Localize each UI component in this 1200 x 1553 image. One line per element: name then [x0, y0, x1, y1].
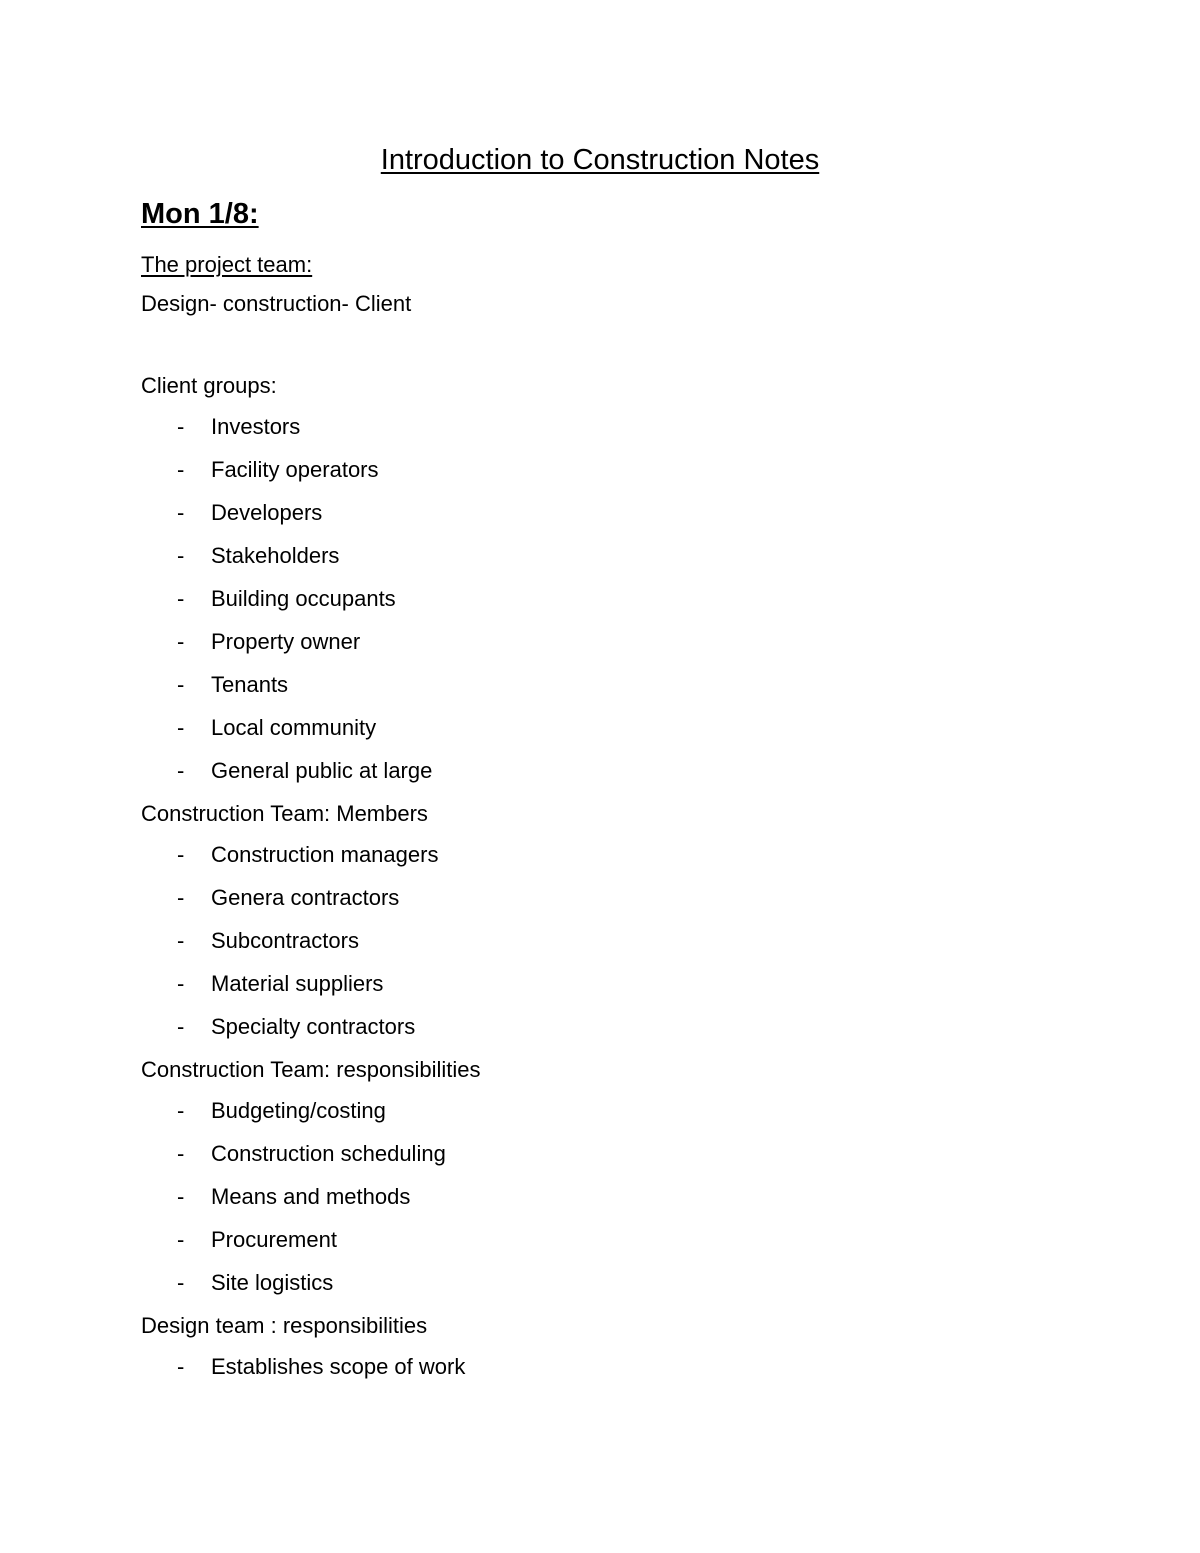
list-item-text: Procurement: [211, 1227, 337, 1252]
list-item-text: Material suppliers: [211, 971, 384, 996]
section-heading-construction-responsibilities: Construction Team: responsibilities: [141, 1057, 481, 1082]
list-item-text: Stakeholders: [211, 543, 340, 568]
bullet-dash: -: [177, 758, 185, 783]
section-heading-construction-members: Construction Team: Members: [141, 801, 428, 826]
bullet-dash: -: [177, 1227, 185, 1252]
bullet-dash: -: [177, 414, 185, 439]
bullet-dash: -: [177, 629, 185, 654]
list-item-text: Investors: [211, 414, 301, 439]
list-item-text: Genera contractors: [211, 885, 400, 910]
list-item-text: Construction managers: [211, 842, 439, 867]
list-item-text: Budgeting/costing: [211, 1098, 386, 1123]
list-item-text: Means and methods: [211, 1184, 411, 1209]
list-item-text: Site logistics: [211, 1270, 334, 1295]
bullet-dash: -: [177, 586, 185, 611]
project-team-label: The project team:: [141, 252, 313, 277]
list-item-text: Property owner: [211, 629, 361, 654]
list-item-text: Establishes scope of work: [211, 1354, 466, 1379]
list-item-text: Specialty contractors: [211, 1014, 416, 1039]
list-item-text: General public at large: [211, 758, 433, 783]
list-item-text: Tenants: [211, 672, 289, 697]
list-item-text: Subcontractors: [211, 928, 359, 953]
bullet-dash: -: [177, 1184, 185, 1209]
list-item-text: Construction scheduling: [211, 1141, 446, 1166]
bullet-dash: -: [177, 457, 185, 482]
list-item-text: Developers: [211, 500, 323, 525]
document-title: Introduction to Construction Notes: [380, 144, 820, 176]
bullet-dash: -: [177, 715, 185, 740]
list-item-text: Local community: [211, 715, 377, 740]
project-team-text: Design- construction- Client: [141, 291, 412, 316]
list-item-text: Building occupants: [211, 586, 396, 611]
bullet-dash: -: [177, 971, 185, 996]
section-heading-client-groups: Client groups:: [141, 373, 277, 398]
bullet-dash: -: [177, 1141, 185, 1166]
bullet-dash: -: [177, 1014, 185, 1039]
list-item-text: Facility operators: [211, 457, 379, 482]
bullet-dash: -: [177, 672, 185, 697]
bullet-dash: -: [177, 1098, 185, 1123]
bullet-dash: -: [177, 885, 185, 910]
bullet-dash: -: [177, 928, 185, 953]
date-heading: Mon 1/8:: [141, 198, 259, 230]
bullet-dash: -: [177, 543, 185, 568]
bullet-dash: -: [177, 1270, 185, 1295]
bullet-dash: -: [177, 842, 185, 867]
bullet-dash: -: [177, 500, 185, 525]
bullet-dash: -: [177, 1354, 185, 1379]
section-heading-design-responsibilities: Design team : responsibilities: [141, 1313, 428, 1338]
